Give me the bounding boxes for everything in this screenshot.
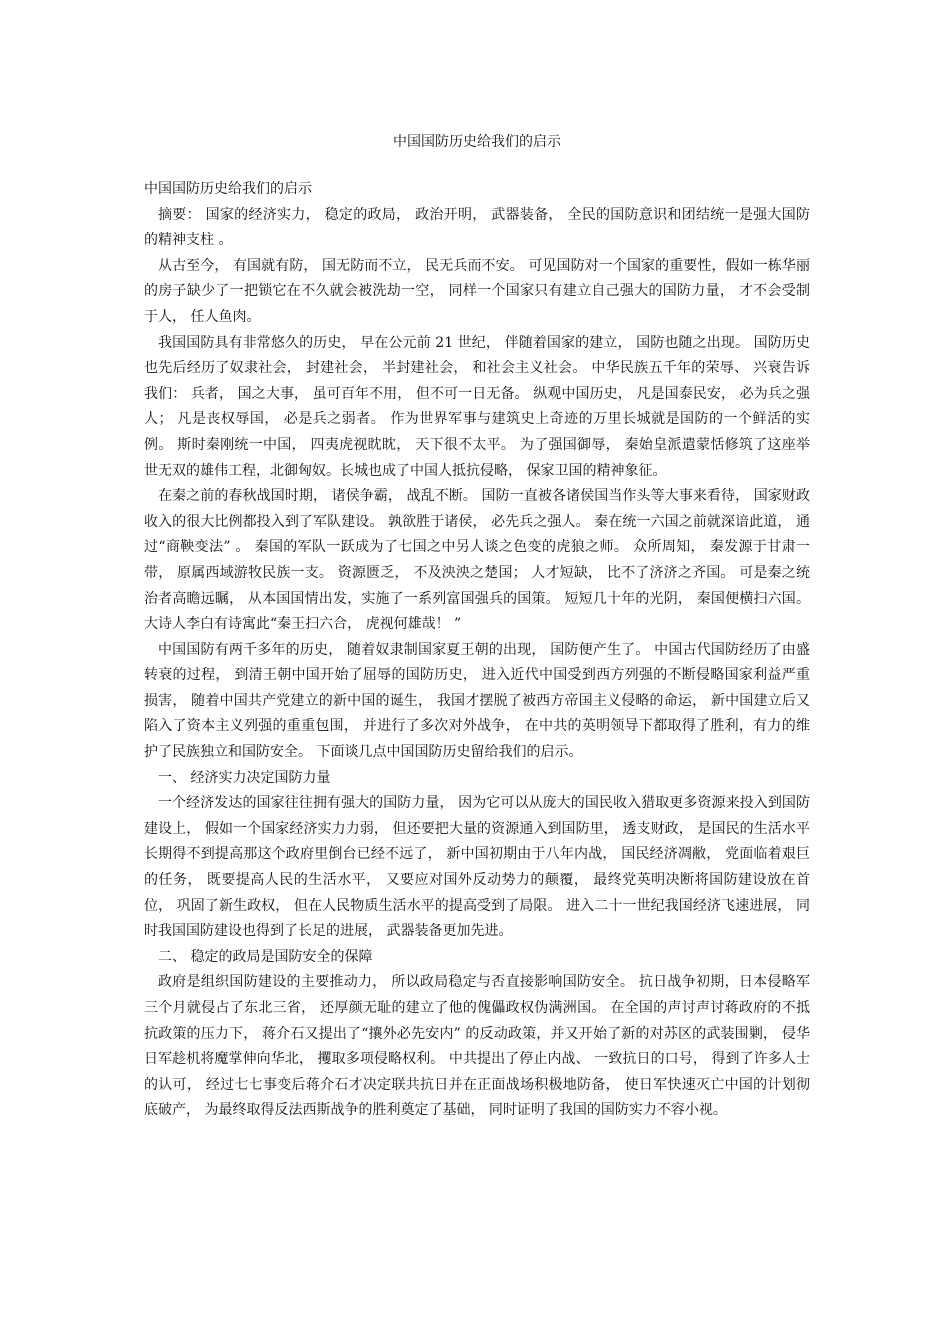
body-paragraph: 在秦之前的春秋战国时期， 诸侯争霸， 战乱不断。 国防一直被各诸侯国当作头等大事来看待， 国家财政收入的很大比例都投入到了军队建设。 孰欲胜于诸侯， 必先兵之强人。 秦在统一六国之前就深谙此道， 通过“商鞅变法” 。 秦国的军队一跃成为了七国之中另人谈之色变的虎狼之师。 众所周知， 秦发源于甘肃一带， 原属西域游牧民族一支。 资源匮乏， 不及泱泱之楚国； 人才短缺， 比不了济济之齐国。 可是秦之统治者高瞻远瞩， 从本国国情出发，实施了一系列富国强兵的国策。 短短几十年的光阴， 秦国便横扫六国。 大诗人李白有诗寓此“秦王扫六合， 虎视何雄哉！ ” [144,488,810,633]
body-paragraph: 我国国防具有非常悠久的历史， 早在公元前 21 世纪， 伴随着国家的建立， 国防也随之出现。 国防历史也先后经历了奴隶社会， 封建社会， 半封建社会， 和社会主义社会。 中华民族五千年的荣辱、 兴衰告诉我们： 兵者， 国之大事， 虽可百年不用， 但不可一日无备。 纵观中国历史， 凡是国泰民安， 必为兵之强人； 凡是丧权辱国， 必是兵之弱者。 作为世界军事与建筑史上奇迹的万里长城就是国防的一个鲜活的实例。 斯时秦刚统一中国， 四夷虎视眈眈， 天下很不太平。 为了强国御辱， 秦始皇派遣蒙恬修筑了这座举世无双的雄伟工程，北御匈奴。长城也成了中国人抵抗侵略， 保家卫国的精神象征。 [144,334,810,479]
abstract-paragraph: 摘要： 国家的经济实力， 稳定的政局， 政治开明， 武器装备， 全民的国防意识和团结统一是强大国防的精神支柱 。 [144,206,810,249]
body-paragraph: 从古至今， 有国就有防， 国无防而不立， 民无兵而不安。 可见国防对一个国家的重要性，假如一栋华丽的房子缺少了一把锁它在不久就会被洗劫一空， 同样一个国家只有建立自己强大的国防力量， 才不会受制于人， 任人鱼肉。 [144,257,810,325]
document-body [144,177,810,1124]
section-paragraph: 政府是组织国防建设的主要推动力， 所以政局稳定与否直接影响国防安全。 抗日战争初期，日本侵略军三个月就侵占了东北三省， 还厚颜无耻的建立了他的傀儡政权伪满洲国。 在全国的声讨声讨蒋政府的不抵抗政策的压力下， 蒋介石又提出了“攘外必先安内” 的反动政策，并又开始了新的对苏区的武装围剿， 侵华日军趁机将魔掌伸向华北， 攫取多项侵略权利。 中共提出了停止内战、 一致抗日的口号， 得到了许多人士的认可， 经过七七事变后蒋介石才决定联共抗日并在正面战场积极地防备， 使日军快速灭亡中国的计划彻底破产， 为最终取得反法西斯战争的胜利奠定了基础， 同时证明了我国的国防实力不容小视。 [144,974,810,1119]
document-subtitle: 中国国防历史给我们的启示 [144,181,312,197]
section-heading: 二、 稳定的政局是国防安全的保障 [158,948,373,965]
section-paragraph: 一个经济发达的国家往往拥有强大的国防力量， 因为它可以从庞大的国民收入猎取更多资源来投入到国防建设上， 假如一个国家经济实力力弱， 但还要把大量的资源通入到国防里， 透支财政， 是国民的生活水平长期得不到提高那这个政府里倒台已经不远了， 新中国初期由于八年内战， 国民经济凋敝， 党面临着艰巨的任务， 既要提高人民的生活水平， 又要应对国外反动势力的颠覆， 最终党英明决断将国防建设放在首位， 巩固了新生政权， 但在人民物质生活水平的提高受到了局限。 进入二十一世纪我国经济飞速进展， 同时我国国防建设也得到了长足的进展， 武器装备更加先进。 [144,795,810,940]
document-title: 中国国防历史给我们的启示 [393,134,561,150]
section-heading: 一、 经济实力决定国防力量 [158,769,331,786]
body-paragraph: 中国国防有两千多年的历史， 随着奴隶制国家夏王朝的出现， 国防便产生了。 中国古代国防经历了由盛转衰的过程， 到清王朝中国开始了屈辱的国防历史， 进入近代中国受到西方列强的不断侵略国家利益严重损害， 随着中国共产党建立的新中国的诞生， 我国才摆脱了被西方帝国主义侵略的命运， 新中国建立后又陷入了资本主义列强的重重包围， 并进行了多次对外战争， 在中共的英明领导下都取得了胜利，有力的维护了民族独立和国防安全。 下面谈几点中国国防历史留给我们的启示。 [144,641,810,761]
